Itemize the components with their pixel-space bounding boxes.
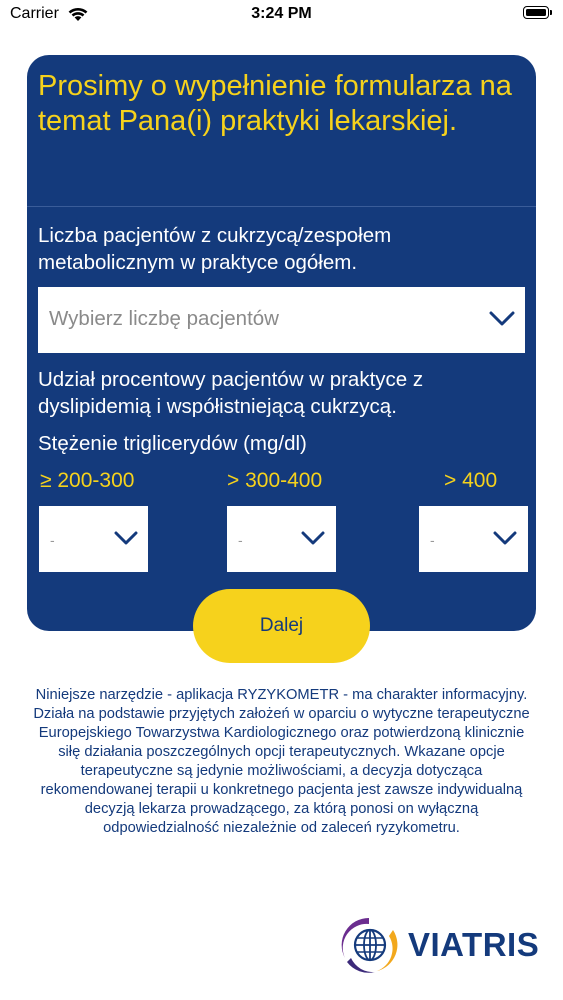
range-select-300-400[interactable] xyxy=(227,506,336,572)
chevron-down-icon xyxy=(489,311,515,327)
range-select-400[interactable] xyxy=(419,506,528,572)
divider xyxy=(27,206,536,207)
range-select-value: - xyxy=(238,532,243,548)
carrier-label: Carrier xyxy=(10,5,59,22)
form-title: Prosimy o wypełnienie formularza na temat Pana(i) praktyki lekarskiej. xyxy=(38,70,512,137)
status-bar xyxy=(0,0,563,30)
patients-count-label: Liczba pacjentów z cukrzycą/zespołem metabolicznym w praktyce ogółem. xyxy=(38,224,392,274)
battery-icon xyxy=(523,6,549,19)
dyslipidemia-share-label: Udział procentowy pacjentów w praktyce z dyslipidemią i współistniejącą cukrzycą. xyxy=(38,368,424,418)
viatris-wordmark: VIATRIS xyxy=(408,926,540,963)
patients-count-placeholder: Wybierz liczbę pacjentów xyxy=(49,307,279,330)
chevron-down-icon xyxy=(493,531,517,546)
chevron-down-icon xyxy=(114,531,138,546)
range-select-value: - xyxy=(430,532,435,548)
disclaimer-text: Niniejsze narzędzie - aplikacja RYZYKOMETR - ma charakter informacyjny. Działa na podstawie przyjętych założeń w oparciu o wytyczne terapeutyczne Europejskiego Towarzystwa Kardiologicznego oraz potwierdzoną klinicznie siłę działania poszczególnych opcji terapeutycznych. Wkazane opcje terapeutyczne są jedynie możliwościami, a decyzja dotycząca rekomendowanej terapii u konkretnego pacjenta jest zawsze indywidualną decyzją lekarza prowadzącego, za którą ponosi on wyłączną odpowiedzialność niezależnie od zaleceń ryzykometru. xyxy=(33,687,530,836)
chevron-down-icon xyxy=(301,531,325,546)
form-card xyxy=(27,55,536,631)
range-select-200-300[interactable] xyxy=(39,506,148,572)
range-label-200-300: ≥ 200-300 xyxy=(40,469,135,492)
range-label-400: > 400 xyxy=(444,469,498,492)
viatris-globe-logo-icon xyxy=(337,914,401,976)
next-button[interactable]: Dalej xyxy=(193,589,370,663)
patients-count-select[interactable] xyxy=(38,287,525,353)
clock: 3:24 PM xyxy=(251,5,312,22)
triglycerides-label: Stężenie triglicerydów (mg/dl) xyxy=(38,432,307,455)
range-label-300-400: > 300-400 xyxy=(227,469,323,492)
viatris-logo xyxy=(337,914,547,976)
range-select-value: - xyxy=(50,532,55,548)
